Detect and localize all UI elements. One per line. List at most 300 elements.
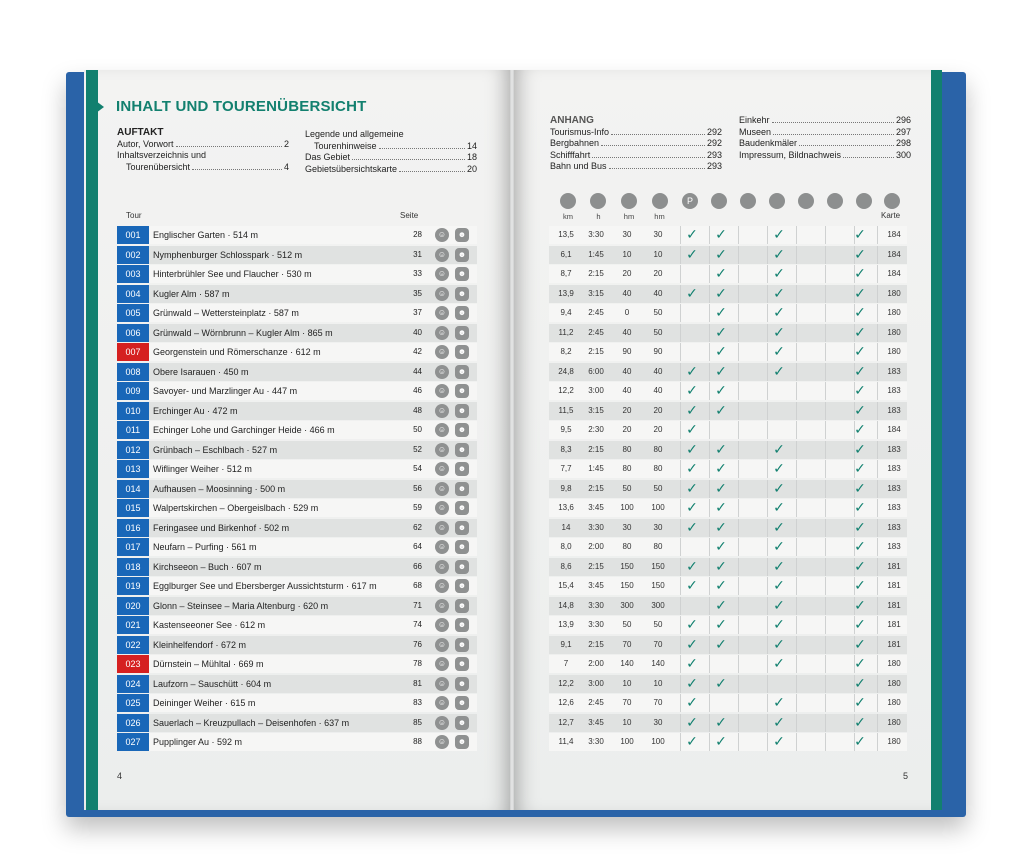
column-divider [767,343,768,361]
column-divider [738,460,739,478]
tour-h: 2:45 [588,327,604,337]
column-divider [680,499,681,517]
leader-dots [192,169,282,170]
toc-misc-item [739,150,911,162]
tour-down: 100 [651,503,665,512]
tour-map: 181 [887,581,901,590]
tour-down: 70 [653,698,663,707]
column-divider [877,655,878,673]
column-divider [767,382,768,400]
tour-number: 026 [117,714,149,732]
table-row [117,324,907,342]
check-icon: ✓ [686,577,698,593]
column-divider [709,675,710,693]
left-color-band [86,70,98,810]
tour-map: 180 [887,678,901,688]
column-divider [825,402,826,420]
tour-number: 009 [117,382,149,400]
check-icon: ✓ [773,577,785,593]
column-divider [738,616,739,634]
tour-km: 13,6 [558,503,574,512]
column-divider [877,343,878,361]
toc-anhang-item-page: 292 [706,138,722,148]
check-icon: ✓ [773,713,785,730]
tour-h: 3:30 [588,620,604,629]
check-icon: ✓ [773,440,785,457]
tour-km: 9,4 [560,308,572,317]
column-divider [680,441,681,459]
check-icon: ✓ [715,596,727,613]
child-friendly-icon: ☻ [455,248,469,262]
column-divider [709,636,710,654]
tour-name: Walpertskirchen – Obergeislbach · 529 m [153,503,319,513]
check-icon: ✓ [854,557,866,574]
child-friendly-icon: ☻ [455,462,469,476]
column-divider [680,402,681,420]
tour-number: 017 [117,538,149,556]
check-icon: ✓ [854,323,866,340]
column-divider [709,421,710,439]
toc-auftakt [117,127,289,173]
tour-map: 180 [887,698,901,707]
child-friendly-icon: ☻ [455,501,469,515]
tour-name: Dürnstein – Mühltal · 669 m [153,659,264,669]
check-icon: ✓ [773,694,785,710]
column-divider [680,538,681,556]
table-row [117,499,907,517]
check-icon: ✓ [715,713,727,730]
column-divider [796,577,797,595]
tour-down: 50 [653,327,663,337]
column-divider [738,285,739,303]
check-icon: ✓ [773,635,785,652]
column-divider [796,694,797,712]
check-icon: ✓ [715,382,727,398]
tour-down: 300 [651,600,665,610]
difficulty-icon: ☺ [435,735,449,749]
difficulty-icon: ☺ [435,365,449,379]
column-divider [877,499,878,517]
toc-anhang-item [550,161,722,173]
table-row [117,714,907,732]
table-row [117,285,907,303]
column-divider [709,363,710,381]
tour-up: 100 [620,737,634,746]
check-icon: ✓ [686,284,698,301]
check-icon: ✓ [773,733,785,749]
leader-dots [601,145,705,146]
leader-dots [592,157,705,158]
tour-down: 50 [653,308,663,317]
column-divider [680,636,681,654]
tour-h: 2:15 [588,483,604,493]
tour-h: 6:00 [588,366,604,376]
column-divider [877,402,878,420]
column-divider [738,304,739,322]
column-divider [796,363,797,381]
column-divider [825,246,826,264]
leader-dots [352,159,465,160]
table-row [117,363,907,381]
column-divider [767,675,768,693]
tour-h: 1:45 [588,464,604,473]
tour-down: 80 [653,444,663,454]
table-row [117,597,907,615]
tour-number: 023 [117,655,149,673]
tour-down: 80 [653,542,663,551]
tour-name: Savoyer- und Marzlinger Au · 447 m [153,386,298,396]
toc-misc-item-page: 300 [895,149,911,160]
toc-anhang-item-label: Bergbahnen [550,138,600,148]
check-icon: ✓ [686,518,698,535]
column-divider [738,538,739,556]
column-divider [680,733,681,751]
column-divider [767,636,768,654]
column-divider [709,304,710,322]
tour-h: 2:45 [588,698,604,707]
table-row [117,636,907,654]
tour-down: 70 [653,639,663,649]
column-divider [767,733,768,751]
tour-km: 11,2 [558,327,574,337]
check-icon: ✓ [773,265,785,281]
check-icon: ✓ [773,499,785,515]
tour-h: 2:15 [588,444,604,454]
column-divider [877,363,878,381]
column-divider [796,655,797,673]
distance-icon [560,193,576,209]
check-icon: ✓ [686,421,698,437]
table-row [117,441,907,459]
column-divider [709,655,710,673]
column-divider [767,519,768,537]
tour-km: 12,7 [558,717,574,727]
column-divider [680,694,681,712]
column-divider [825,636,826,654]
column-divider [877,636,878,654]
toc-legende-item [305,129,477,141]
column-divider [680,480,681,498]
toc-misc-item-label: Impressum, Bildnachweis [739,149,842,160]
tour-h: 3:00 [588,386,604,395]
child-friendly-icon: ☻ [455,735,469,749]
page-title [96,98,366,115]
column-divider [680,558,681,576]
tour-number: 021 [117,616,149,634]
tour-map: 183 [887,483,901,493]
tour-map: 184 [887,269,901,278]
check-icon: ✓ [854,343,866,359]
column-divider [877,441,878,459]
tour-map: 180 [887,659,901,668]
column-divider [680,655,681,673]
page-title-text: INHALT UND TOURENÜBERSICHT [116,98,367,115]
tour-km: 12,6 [558,698,574,707]
toc-auftakt-item [117,139,289,151]
child-friendly-icon: ☻ [455,696,469,710]
check-icon: ✓ [686,226,698,242]
tour-page: 81 [413,678,422,688]
column-divider [796,675,797,693]
toc-legende-item-page: 14 [466,140,477,151]
header-unit: km [563,212,573,221]
column-divider [825,694,826,712]
tour-number: 010 [117,402,149,420]
column-divider [709,538,710,556]
tour-map: 181 [887,561,901,571]
check-icon: ✓ [854,596,866,613]
column-divider [825,343,826,361]
column-divider [767,480,768,498]
tour-map: 183 [887,464,901,473]
column-divider [709,246,710,264]
tour-number: 015 [117,499,149,517]
column-divider [680,246,681,264]
page-number-right: 5 [903,771,909,781]
tour-up: 80 [622,464,632,473]
tour-page: 68 [413,581,422,590]
tour-number: 008 [117,363,149,381]
tour-page: 88 [413,737,422,746]
tour-down: 50 [653,620,663,629]
tour-page: 42 [413,347,422,356]
column-divider [709,519,710,537]
column-divider [877,421,878,439]
parking-icon: P [682,193,698,209]
toc-misc-item [739,138,911,150]
column-divider [738,519,739,537]
tour-number: 005 [117,304,149,322]
tour-up: 90 [622,347,632,356]
column-divider [825,616,826,634]
child-friendly-icon: ☻ [455,599,469,613]
toc-legende [305,129,477,175]
tour-number: 018 [117,558,149,576]
difficulty-icon: ☺ [435,677,449,691]
tour-up: 100 [620,503,634,512]
column-divider [738,363,739,381]
column-divider [877,324,878,342]
tour-page: 74 [413,620,422,629]
tour-map: 184 [887,249,901,259]
toc-legende-item-label: Legende und allgemeine [305,129,404,139]
check-icon: ✓ [686,557,698,574]
tour-up: 70 [622,698,632,707]
column-divider [796,636,797,654]
table-row [117,519,907,537]
tour-page: 54 [413,464,422,473]
check-icon: ✓ [773,284,785,301]
tour-page: 64 [413,542,422,551]
check-icon: ✓ [715,733,727,749]
column-divider [709,733,710,751]
check-icon: ✓ [715,674,727,691]
column-divider [877,265,878,283]
check-icon: ✓ [773,362,785,379]
column-divider [738,324,739,342]
tour-number: 020 [117,597,149,615]
child-friendly-icon: ☻ [455,579,469,593]
column-divider [877,694,878,712]
column-divider [825,675,826,693]
child-friendly-icon: ☻ [455,326,469,340]
column-divider [767,616,768,634]
child-friendly-icon: ☻ [455,540,469,554]
column-divider [825,480,826,498]
tour-number: 019 [117,577,149,595]
child-friendly-icon: ☻ [455,560,469,574]
tour-h: 3:00 [588,678,604,688]
column-divider [767,246,768,264]
column-divider [738,499,739,517]
toc-anhang-item-page: 293 [706,161,722,171]
child-friendly-icon: ☻ [455,618,469,632]
column-divider [796,304,797,322]
difficulty-icon: ☺ [435,521,449,535]
column-divider [680,675,681,693]
check-icon: ✓ [854,304,866,320]
toc-misc-item-label: Museen [739,126,772,137]
column-divider [796,538,797,556]
tour-h: 3:30 [588,737,604,746]
column-divider [877,285,878,303]
tour-name: Kugler Alm · 587 m [153,288,230,299]
tour-name: Feringasee und Birkenhof · 502 m [153,522,290,533]
column-divider [738,265,739,283]
column-divider [877,616,878,634]
table-row [117,343,907,361]
column-divider [709,382,710,400]
column-divider [796,480,797,498]
child-friendly-icon: ☻ [455,638,469,652]
table-row [117,304,907,322]
check-icon: ✓ [854,674,866,691]
tour-up: 80 [622,444,632,454]
toc-misc-item-page: 296 [895,115,911,125]
bed-icon [827,193,843,209]
column-divider [709,694,710,712]
tour-h: 2:00 [588,542,604,551]
check-icon: ✓ [854,362,866,379]
check-icon: ✓ [715,284,727,301]
difficulty-icon: ☺ [435,287,449,301]
difficulty-icon: ☺ [435,501,449,515]
column-divider [738,577,739,595]
bus-icon [711,193,727,209]
tour-name: Kleinhelfendorf · 672 m [153,639,247,650]
tour-map: 184 [887,230,901,239]
column-divider [680,597,681,615]
tour-h: 2:30 [588,425,604,434]
tour-map: 183 [887,386,901,395]
table-row [117,265,907,283]
check-icon: ✓ [686,382,698,398]
column-divider [738,382,739,400]
column-divider [767,324,768,342]
tour-up: 40 [622,386,632,395]
toc-misc-item-page: 297 [895,126,911,137]
column-divider [709,499,710,517]
tour-km: 24,8 [558,366,574,376]
tour-map: 181 [887,639,901,649]
tour-up: 20 [622,269,632,278]
column-divider [796,714,797,732]
tour-map: 180 [887,327,901,337]
tour-page: 44 [413,366,422,376]
tour-km: 13,9 [558,620,574,629]
check-icon: ✓ [686,616,698,632]
tour-number: 024 [117,675,149,693]
check-icon: ✓ [854,616,866,632]
tour-down: 20 [653,425,663,434]
column-divider [877,577,878,595]
column-divider [796,733,797,751]
tour-km: 7,7 [560,464,572,473]
check-icon: ✓ [715,518,727,535]
difficulty-icon: ☺ [435,482,449,496]
tour-h: 3:15 [588,405,604,415]
column-divider [825,304,826,322]
clock-icon [590,193,606,209]
column-divider [738,402,739,420]
check-icon: ✓ [715,538,727,554]
check-icon: ✓ [854,440,866,457]
check-icon: ✓ [686,674,698,691]
tour-down: 90 [653,347,663,356]
descent-icon [652,193,668,209]
tour-down: 10 [653,678,663,688]
toc-misc-item [739,127,911,139]
tour-map: 183 [887,444,901,454]
column-divider [796,343,797,361]
tour-name: Hinterbrühler See und Flaucher · 530 m [153,269,312,279]
column-divider [738,480,739,498]
tour-page: 85 [413,717,422,727]
check-icon: ✓ [715,304,727,320]
toc-anhang-item-page: 293 [706,149,722,160]
tour-name: Laufzorn – Sauschütt · 604 m [153,678,272,689]
check-icon: ✓ [686,440,698,457]
tour-name: Deininger Weiher · 615 m [153,698,256,708]
tour-h: 3:45 [588,717,604,727]
tour-up: 20 [622,425,632,434]
tour-h: 3:45 [588,581,604,590]
tour-number: 016 [117,519,149,537]
column-divider [825,285,826,303]
toc-auftakt-item-page: 2 [283,138,289,149]
tour-km: 11,4 [558,737,574,746]
check-icon: ✓ [854,733,866,749]
toc-heading-auftakt: AUFTAKT [117,127,164,138]
tour-down: 140 [651,659,665,668]
column-divider [796,382,797,400]
column-divider [796,421,797,439]
tour-down: 30 [653,230,663,239]
toc-misc-item-label: Baudenkmäler [739,138,798,148]
column-divider [680,519,681,537]
tour-name: Pupplinger Au · 592 m [153,737,243,747]
tour-name: Georgenstein und Römerschanze · 612 m [153,347,321,357]
toc-anhang-item-page: 292 [706,126,722,137]
column-divider [877,460,878,478]
check-icon: ✓ [854,499,866,515]
tour-km: 9,1 [560,639,572,649]
tour-name: Wiflinger Weiher · 512 m [153,464,252,474]
column-divider [796,226,797,244]
toc-heading-anhang: ANHANG [550,115,594,126]
table-row [117,382,907,400]
column-divider [709,441,710,459]
